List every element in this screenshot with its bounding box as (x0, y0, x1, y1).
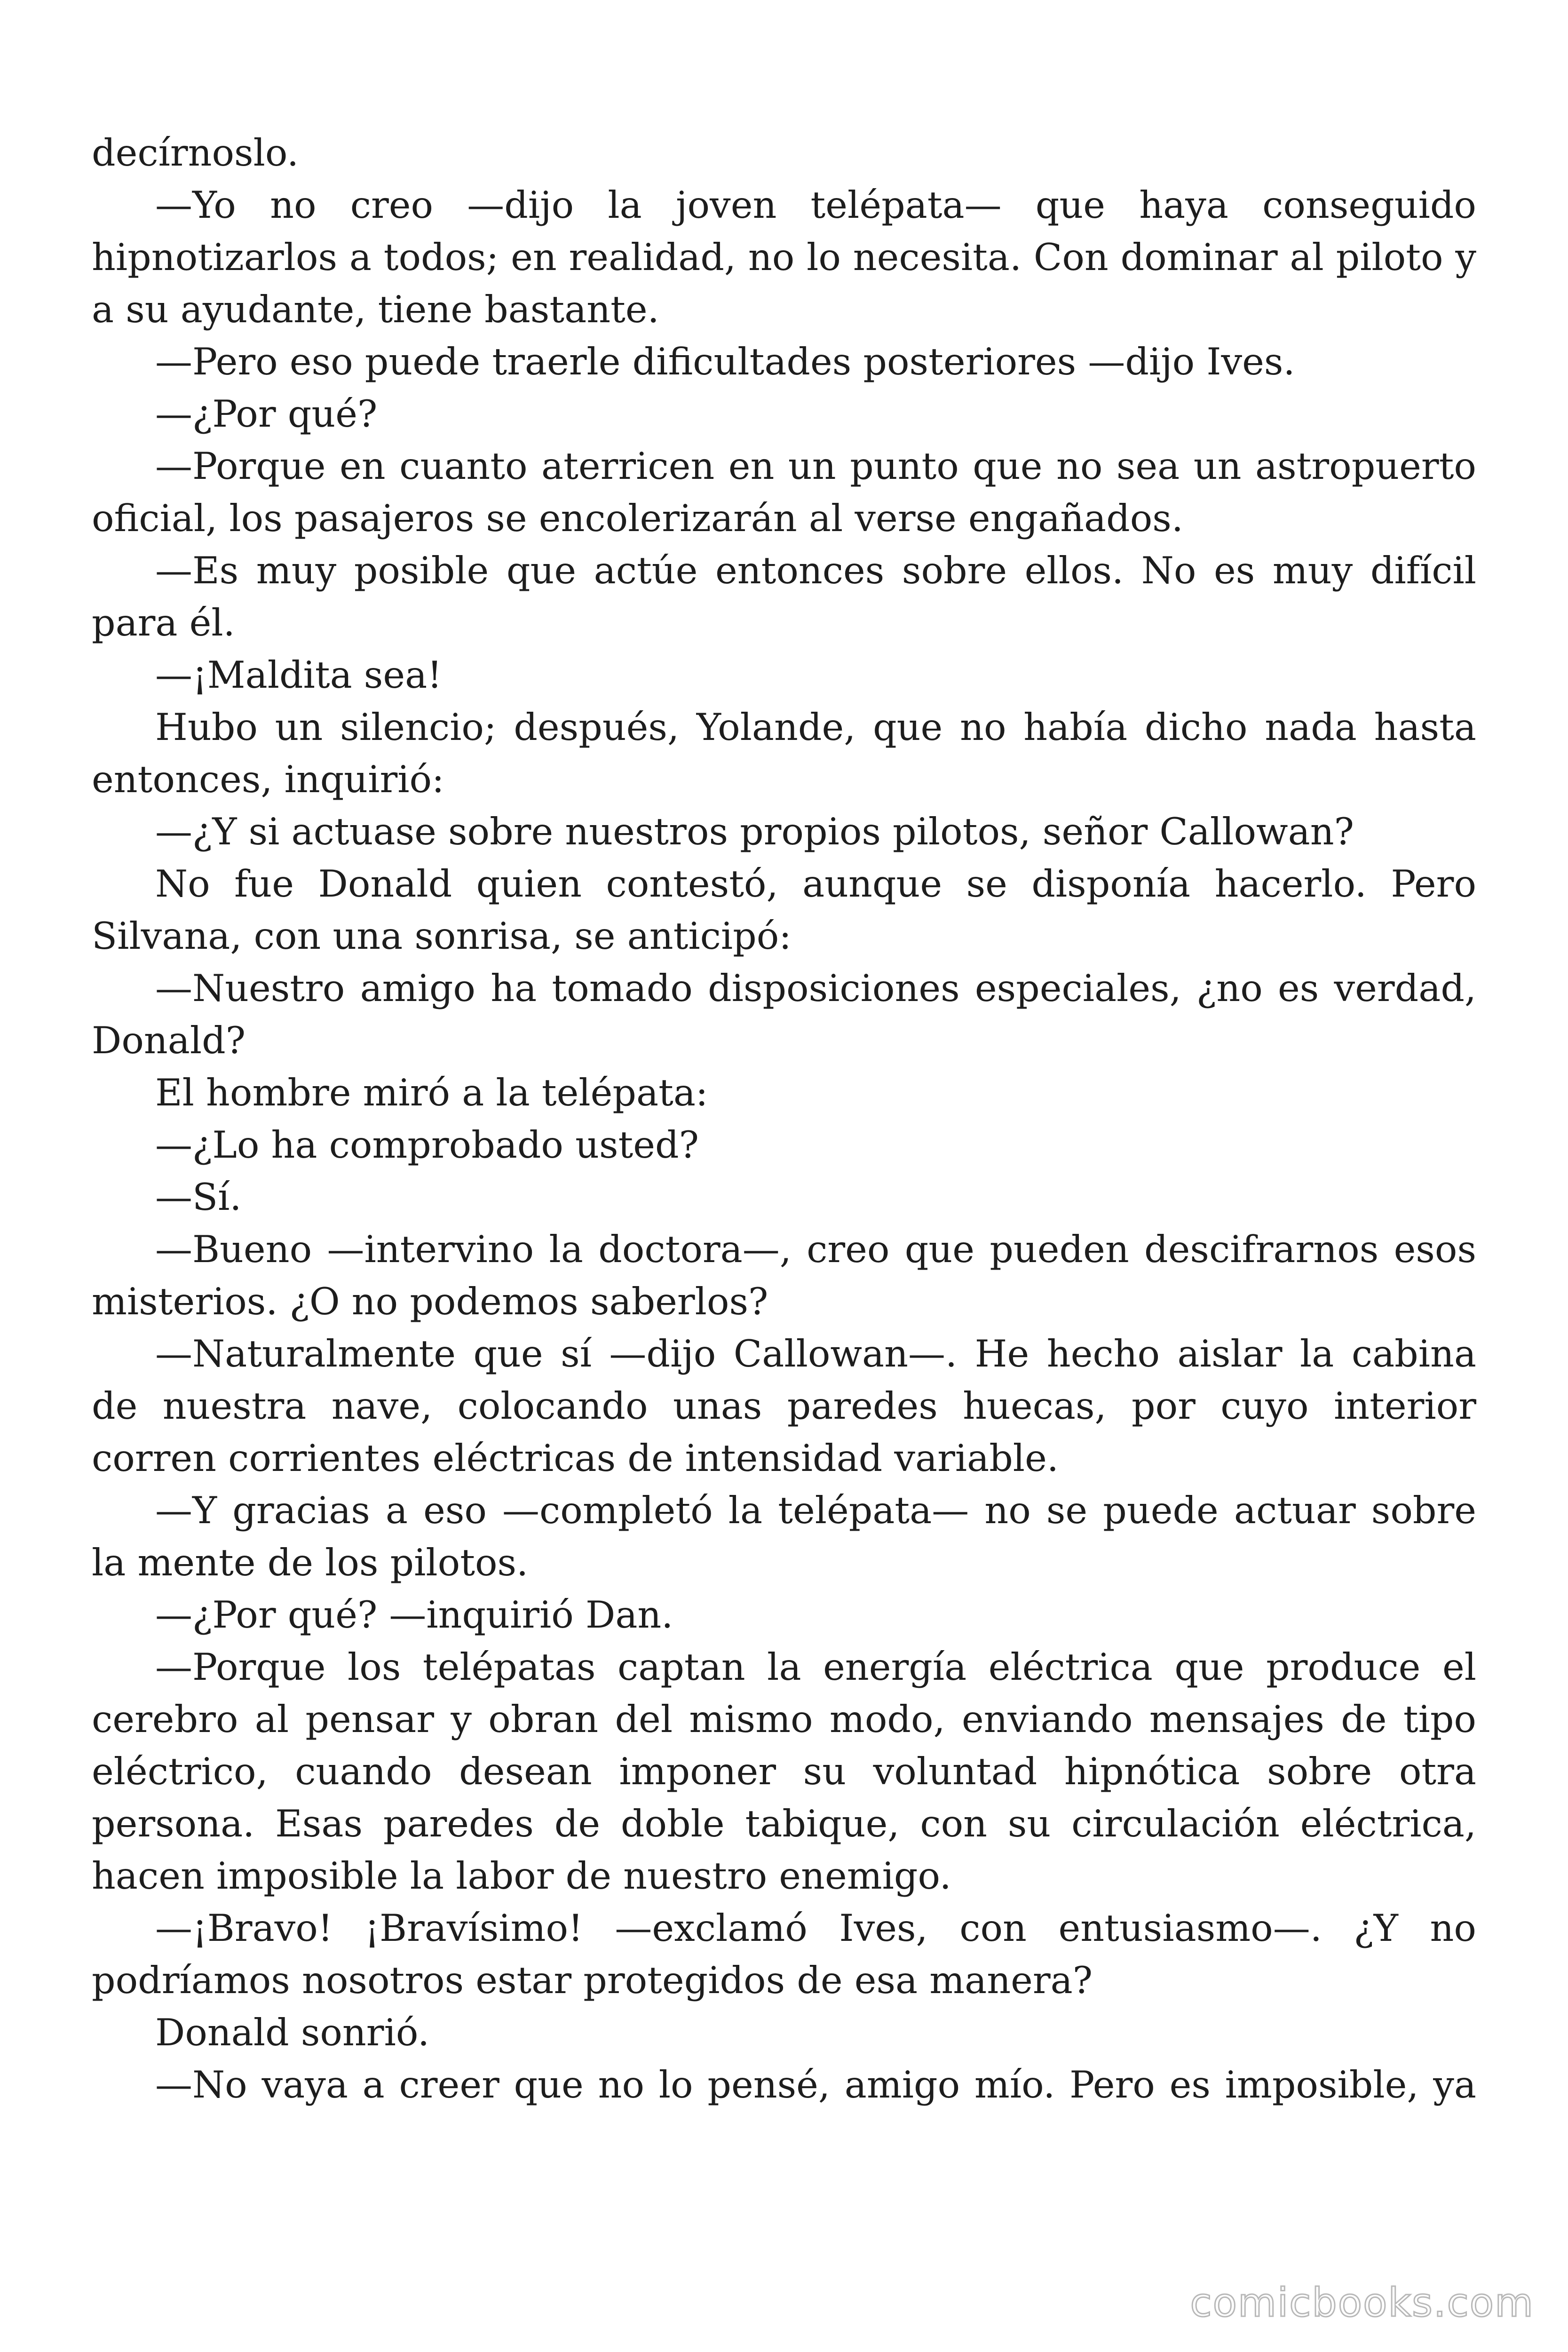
paragraph: decírnoslo. (92, 131, 299, 175)
paragraph: —¿Por qué? —inquirió Dan. (155, 1593, 673, 1637)
paragraph: —Porque los telépatas captan la energía eléctrica que produce el cerebro al pensar y obran del mismo modo, enviando mensajes de tipo eléctrico, cuando desean imponer su voluntad hipnótica sobre otra persona. Esas paredes de doble tabique, con su circulación eléctrica, hacen imposible la labor de nuestro enemigo. (92, 1645, 1476, 1898)
paragraph: —Porque en cuanto aterricen en un punto que no sea un astropuerto oficial, los pasajeros se encolerizarán al verse engañados. (92, 445, 1476, 540)
paragraph: —Bueno —intervino la doctora—, creo que pueden descifrarnos esos misterios. ¿O no podemos saberlos? (92, 1228, 1476, 1323)
paragraph: —No vaya a creer que no lo pensé, amigo mío. Pero es imposible, ya (155, 2063, 1476, 2106)
paragraph: —Pero eso puede traerle dificultades posteriores —dijo Ives. (155, 340, 1295, 383)
paragraph: —Es muy posible que actúe entonces sobre ellos. No es muy difícil para él. (92, 549, 1476, 644)
paragraph: —¡Bravo! ¡Bravísimo! —exclamó Ives, con entusiasmo—. ¿Y no podríamos nosotros estar protegidos de esa manera? (92, 1907, 1476, 2002)
paragraph: —Naturalmente que sí —dijo Callowan—. He hecho aislar la cabina de nuestra nave, colocando unas paredes huecas, por cuyo interior corren corrientes eléctricas de intensidad variable. (92, 1332, 1476, 1480)
paragraph: —¿Y si actuase sobre nuestros propios pilotos, señor Callowan? (155, 810, 1354, 853)
paragraph: —Y gracias a eso —completó la telépata— no se puede actuar sobre la mente de los pilotos. (92, 1489, 1476, 1584)
paragraph: —Nuestro amigo ha tomado disposiciones especiales, ¿no es verdad, Donald? (92, 967, 1476, 1062)
book-page-text (92, 127, 1476, 2111)
paragraph: El hombre miró a la telépata: (155, 1071, 708, 1114)
paragraph: —¿Lo ha comprobado usted? (155, 1123, 699, 1167)
paragraph: —¡Maldita sea! (155, 653, 442, 697)
paragraph: No fue Donald quien contestó, aunque se disponía hacerlo. Pero Silvana, con una sonrisa, se anticipó: (92, 862, 1476, 958)
paragraph: Hubo un silencio; después, Yolande, que no había dicho nada hasta entonces, inquirió: (92, 706, 1476, 801)
paragraph: —Sí. (155, 1176, 242, 1219)
paragraph: Donald sonrió. (155, 2011, 430, 2054)
paragraph: —Yo no creo —dijo la joven telépata— que haya conseguido hipnotizarlos a todos; en realidad, no lo necesita. Con dominar al piloto y a su ayudante, tiene bastante. (92, 183, 1476, 331)
watermark: comicbooks.com (1190, 2280, 1534, 2326)
paragraph: —¿Por qué? (155, 392, 378, 436)
